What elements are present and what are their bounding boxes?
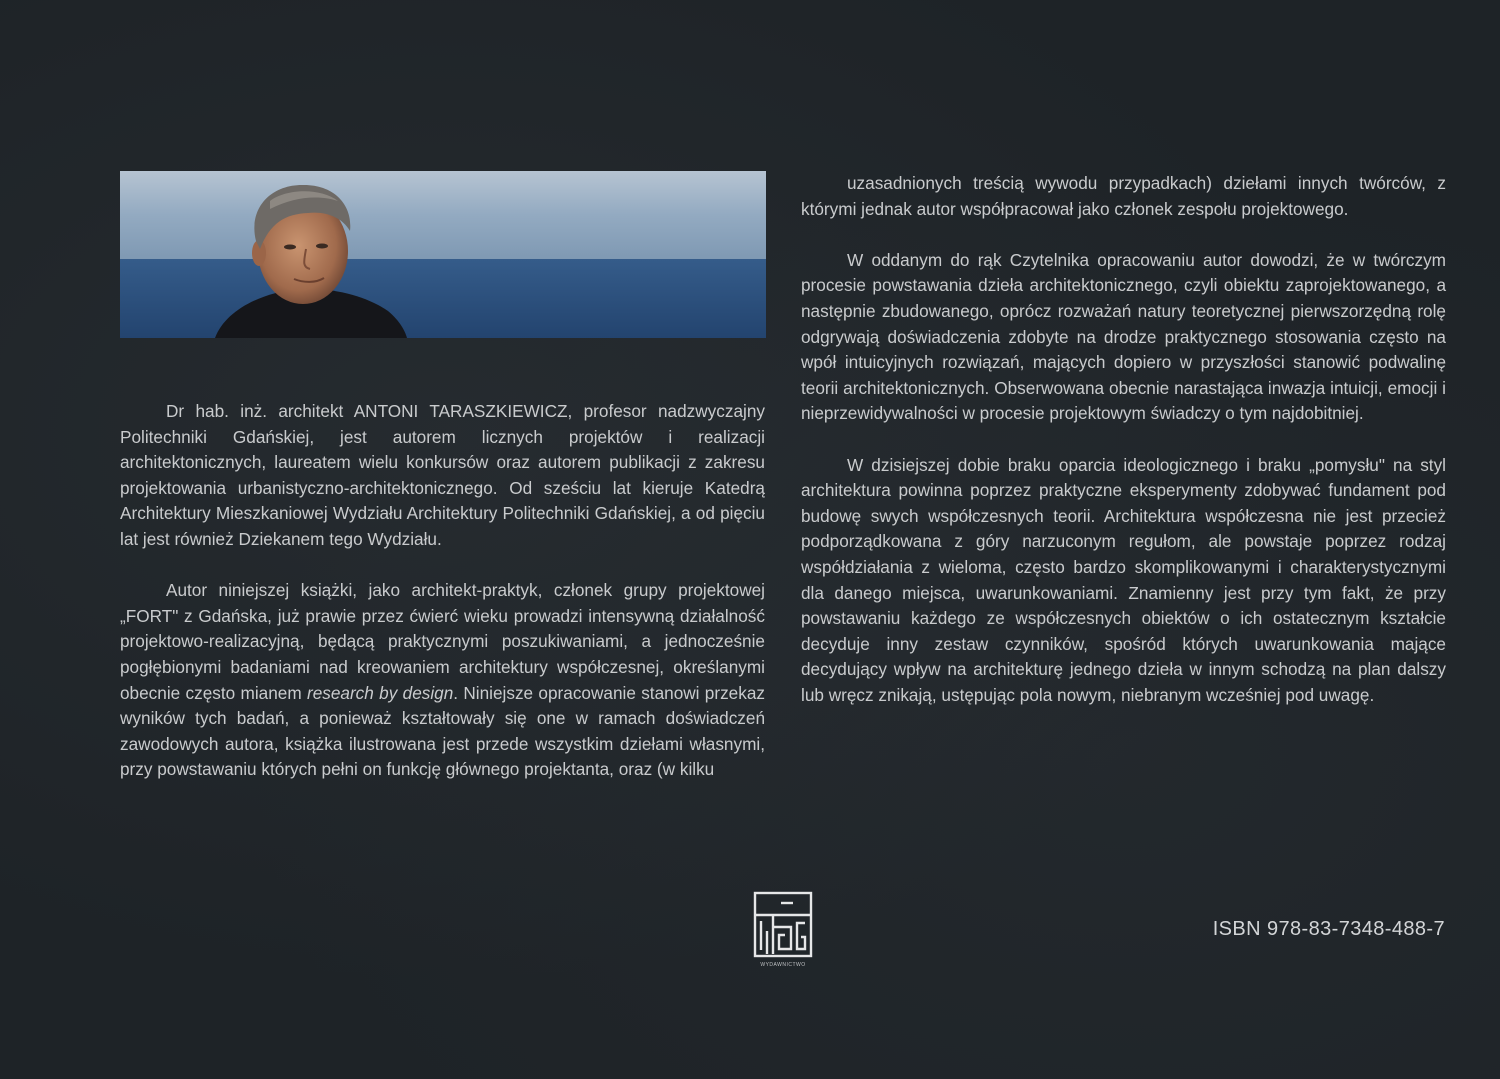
continuation-paragraph: uzasadnionych treścią wywodu przypadkach) dziełami innych twórców, z którymi jednak autor współpracował jako członek zespołu projektowego.	[801, 173, 1446, 219]
left-column	[120, 399, 765, 783]
thesis-paragraph: W oddanym do rąk Czytelnika opracowaniu autor dowodzi, że w twórczym procesie powstawania dzieła architektonicznego, czyli obiektu zaprojektowanego, a następnie zbudowanego, oprócz rozważań natury teoretycznej pierwszorzędną rolę odgrywają doświadczenia zdobyte na drodze praktycznego stosowania często na wpół intuicyjnych rozwiązań, mających dopiero w przyszłości stanowić podwalinę teorii architektonicznych. Obserwowana obecnie narastająca inwazja intuicji, emocji i nieprzewidywalności w procesie projektowym świadczy o tym najdobitniej.	[801, 249, 1446, 424]
author-bio-paragraph: Dr hab. inż. architekt ANTONI TARASZKIEWICZ, profesor nadzwyczajny Politechniki Gdańskiej, jest autorem licznych projektów i realizacji architektonicznych, laureatem wielu konkursów oraz autorem publikacji z zakresu projektowania urbanistyczno-architektonicznego. Od sześciu lat kieruje Katedrą Architektury Mieszkaniowej Wydziału Architektury Politechniki Gdańskiej, a od pięciu lat jest również Dziekanem tego Wydziału.	[120, 401, 765, 549]
isbn-number: ISBN 978-83-7348-488-7	[1212, 918, 1445, 940]
right-column	[801, 171, 1446, 708]
italic-term: research by design	[306, 682, 454, 703]
author-portrait-image	[120, 171, 766, 338]
publisher-caption: WYDAWNICTWO	[760, 962, 806, 968]
paragraph-text: Autor niniejszej książki, jako architekt-praktyk, członek grupy projektowej „FORT" z Gdańska, już prawie przez ćwierć wieku prowadzi intensywną działalność projektowo-realizacyjną, będącą praktycznymi poszukiwaniami, a jednocześnie pogłębionymi badaniami nad kreowaniem architektury współczesnej, określanymi obecnie często mianem	[120, 580, 765, 703]
author-practice-paragraph	[120, 578, 765, 783]
paragraph-text: . Niniejsze opracowanie stanowi przekaz wyników tych badań, a ponieważ kształtowały się one w ramach doświadczeń zawodowych autora, książka ilustrowana jest przede wszystkim dziełami własnymi, przy powstawaniu których pełni on funkcję głównego projektanta, oraz (w kilku	[120, 682, 765, 780]
publisher-logo-icon	[753, 891, 813, 971]
architecture-paragraph: W dzisiejszej dobie braku oparcia ideologicznego i braku „pomysłu" na styl architektura powinna poprzez praktyczne eksperymenty zdobywać fundament pod budowę swych współczesnych teorii. Architektura współczesna nie jest przecież podporządkowana z góry narzuconym regułom, ale powstaje poprzez rodzaj współdziałania z wieloma, często bardzo skomplikowanymi i charakterystycznymi dla danego miejsca, uwarunkowaniami. Znamienny jest przy tym fakt, że przy powstawaniu każdego ze współczesnych obiektów o ich ostatecznym kształcie decyduje inny zestaw czynników, spośród których uwarunkowania mające decydujący wpływ na architekturę jednego dzieła w innym schodzą na plan dalszy lub wręcz znikają, ustępując pola nowym, niebranym wcześniej pod uwagę.	[801, 454, 1446, 705]
author-photo	[120, 171, 766, 338]
